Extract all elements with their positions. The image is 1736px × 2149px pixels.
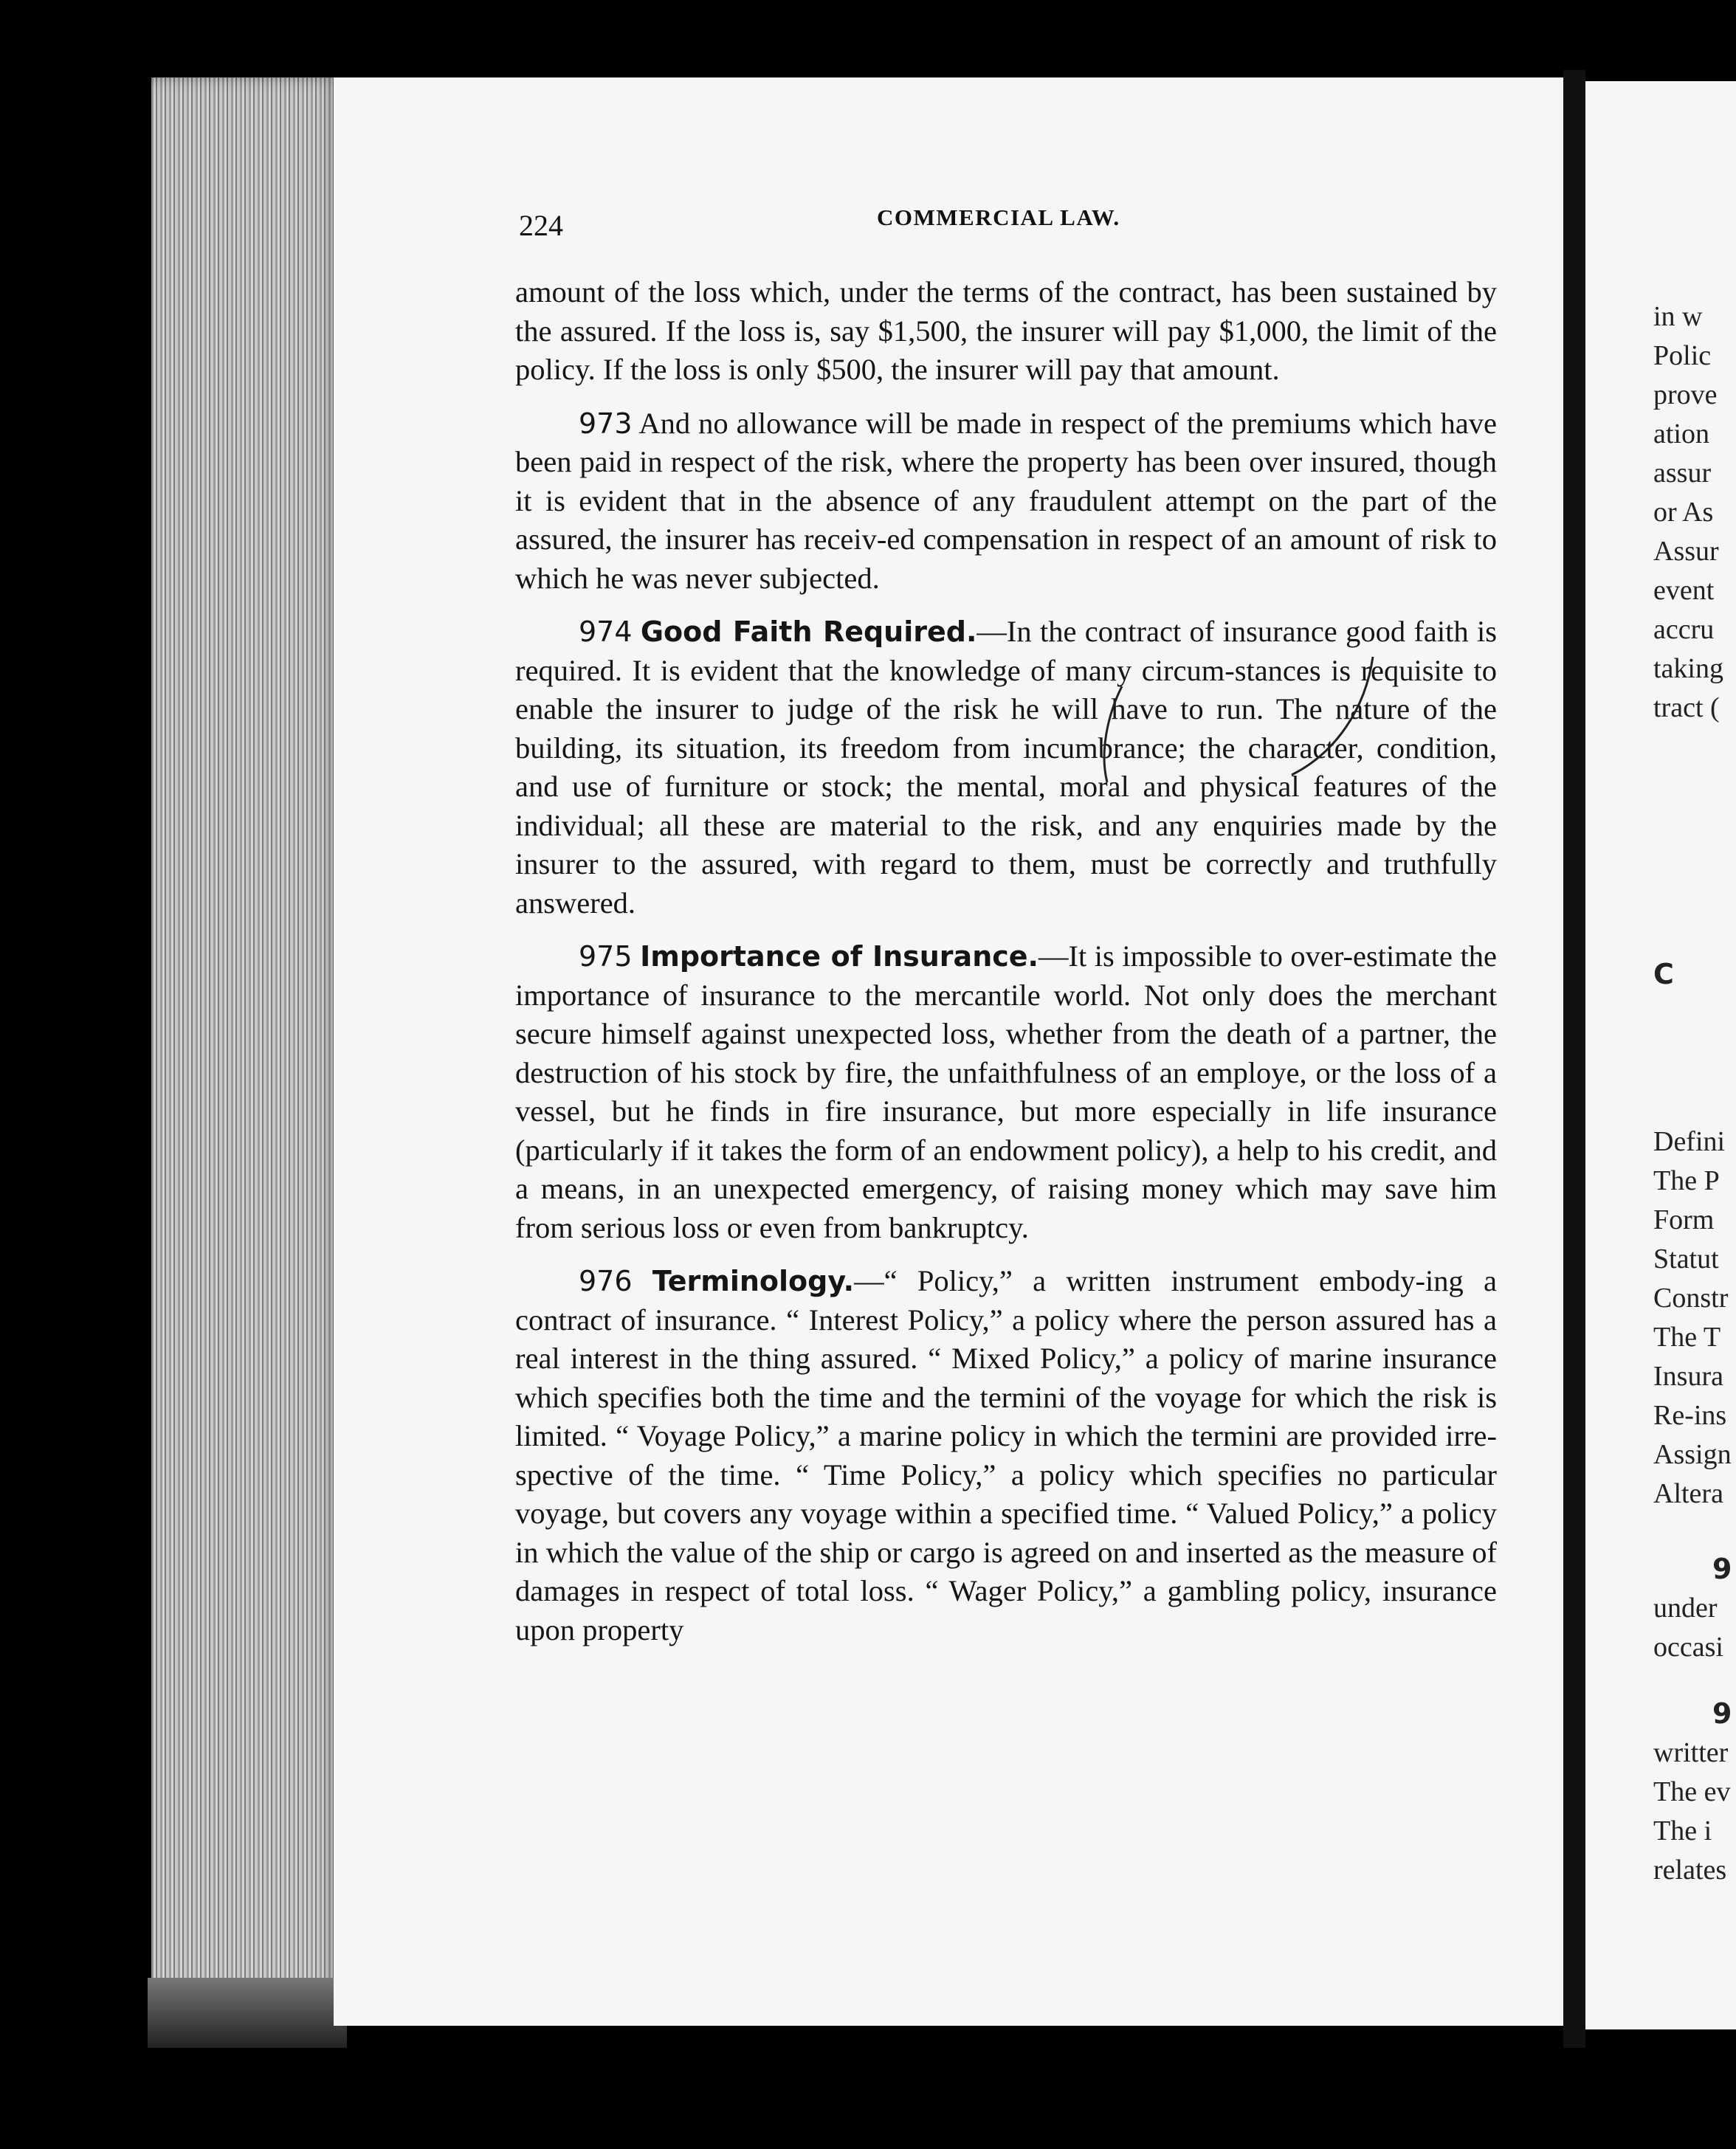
right-page-line: Altera [1653, 1478, 1723, 1509]
right-page-line: Defini [1653, 1126, 1726, 1157]
right-page-line: The ev [1653, 1776, 1731, 1807]
right-page-line: C [1653, 958, 1674, 990]
running-header: COMMERCIAL LAW. [877, 204, 1120, 230]
book-gutter [1563, 70, 1585, 2048]
book-page-edges [151, 77, 340, 2026]
right-page-line: Re-ins [1653, 1400, 1727, 1431]
right-page-line: Form [1653, 1204, 1715, 1235]
right-page-line: accru [1653, 614, 1715, 645]
paragraph-text: And no allowance will be made in respect of the premiums which have been paid in respect of the risk, where the property has been over insured, though it is evident that in the absence of any fraudulent attempt on the part of the assured, the insurer has receiv-ed compensation in respect of an amount of risk to which he was never subjected. [515, 406, 1498, 595]
paragraph-text: —It is impossible to over-estimate the importance of insurance to the mercantile world. Not only does the merchant secure himself against unexpected loss, whether from the death of a partner, the destruction of his stock by fire, the unfaithfulness of an employe, or the loss of a vessel, but he finds in fire insurance, but more especially in life insurance (particularly if it takes the form of an endowment policy), a help to his credit, and a means, in an unexpected emergency, of raising money which may save him from serious loss or even from bankruptcy. [515, 939, 1498, 1244]
right-page-line: The T [1653, 1322, 1721, 1353]
paragraph-text: —In the contract of insurance good faith is required. It is evident that the knowledge of many circum-stances is requisite to enable the insurer to judge of the risk he will have to run. The nature of the building, its situation, its freedom from incumbrance; the character, condition, and use of furniture or stock; the mental, moral and physical features of the individual; all these are material to the risk, and any enquiries made by the insurer to the assured, with regard to them, must be correctly and truthfully answered. [515, 615, 1497, 920]
right-page-line: relates [1653, 1855, 1727, 1886]
page-number: 224 [519, 209, 563, 242]
section-number: 973 [579, 407, 633, 440]
section-number: 975 [579, 940, 633, 973]
right-page-line: event [1653, 575, 1715, 606]
right-page-line: ation [1653, 418, 1709, 449]
right-page-line: or As [1653, 497, 1714, 528]
right-page-line: occasi [1653, 1632, 1723, 1663]
right-page-line: Polic [1653, 340, 1712, 371]
right-page-fragment [1585, 81, 1736, 2029]
section-heading: Good Faith Required. [640, 615, 977, 648]
right-page-line: in w [1653, 301, 1703, 332]
book-edge-shadow [148, 1978, 347, 2048]
right-page-line: Assur [1653, 536, 1719, 567]
right-page-line: 9 [1712, 1553, 1732, 1585]
right-page-line: Statut [1653, 1243, 1719, 1274]
paragraph [515, 273, 1497, 390]
right-page-line: under [1653, 1593, 1718, 1624]
section-number: 974 [579, 615, 633, 648]
page-body [515, 273, 1497, 1664]
right-page-line: writter [1653, 1737, 1729, 1768]
paragraph [515, 1262, 1497, 1649]
paragraph [515, 937, 1497, 1247]
right-page-line: The P [1653, 1165, 1720, 1196]
right-page-line: assur [1653, 458, 1712, 489]
right-page-line: taking [1653, 653, 1723, 684]
section-number: 976 [579, 1265, 633, 1297]
right-page-line: Assign [1653, 1439, 1732, 1470]
right-page-line: tract ( [1653, 692, 1720, 723]
right-page-line: 9 [1712, 1697, 1732, 1730]
paragraph [515, 404, 1497, 599]
right-page-line: prove [1653, 379, 1718, 410]
section-heading: Importance of Insurance. [640, 940, 1038, 973]
right-page-line: The i [1653, 1815, 1712, 1846]
right-page-line: Insura [1653, 1361, 1723, 1392]
pencil-mark [1092, 642, 1402, 790]
section-heading: Terminology. [652, 1265, 855, 1297]
paragraph-text: amount of the loss which, under the terms of the contract, has been sustained by the assured. If the loss is, say $1,500, the insurer will pay $1,000, the limit of the policy. If the loss is only $500, the insurer will pay that amount. [515, 275, 1497, 386]
paragraph-text: —“ Policy,” a written instrument embody-ing a contract of insurance. “ Interest Policy,” a policy where the person assured has a real interest in the thing assured. “ Mixed Policy,” a policy of marine insurance which specifies both the time and the termini of the voyage for which the risk is limited. “ Voyage Policy,” a marine policy in which the termini are provided irre-spective of the time. “ Time Policy,” a policy which specifies no particular voyage, but covers any voyage within a specified time. “ Valued Policy,” a policy in which the value of the ship or cargo is agreed on and inserted as the measure of damages in respect of total loss. “ Wager Policy,” a gambling policy, insurance upon property [515, 1264, 1497, 1646]
right-page-line: Constr [1653, 1283, 1729, 1314]
